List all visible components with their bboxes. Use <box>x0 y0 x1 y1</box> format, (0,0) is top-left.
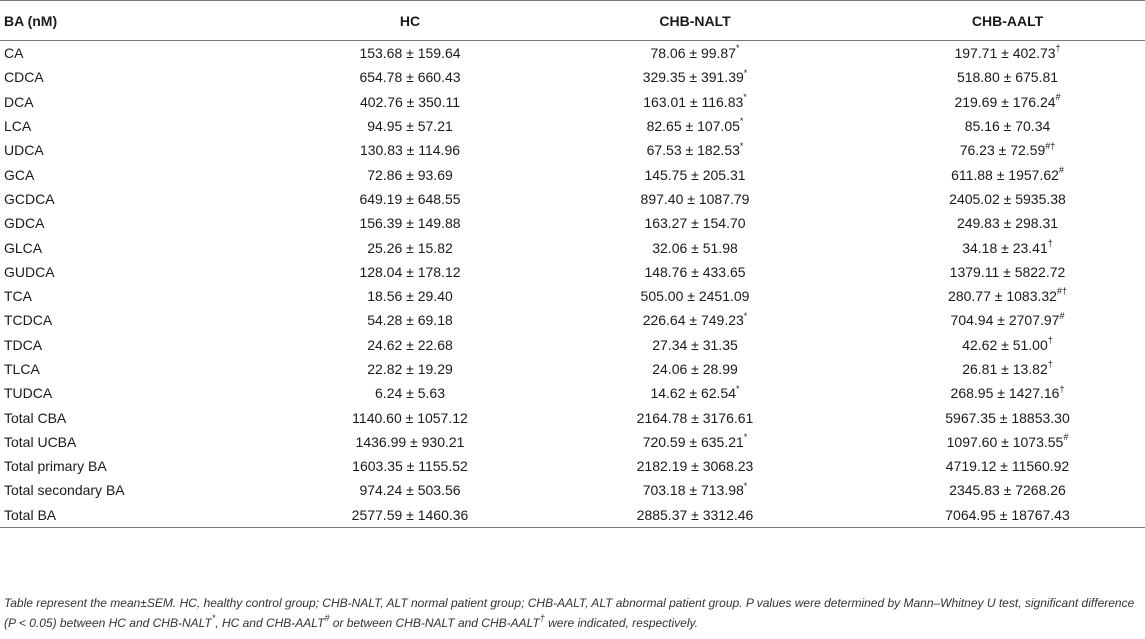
cell-chb-aalt-significance: # <box>1063 432 1069 443</box>
table-row <box>0 381 1145 405</box>
cell-chb-nalt-value: 2182.19 ± 3068.23 <box>636 458 754 475</box>
cell-chb-aalt <box>870 357 1145 381</box>
cell-chb-aalt-value: 34.18 ± 23.41 <box>962 239 1048 256</box>
cell-chb-aalt <box>870 235 1145 259</box>
cell-chb-nalt <box>520 503 870 528</box>
cell-hc-value: 974.24 ± 503.56 <box>359 482 461 499</box>
cell-hc-value: 649.19 ± 648.55 <box>359 190 461 207</box>
cell-chb-aalt-value: 704.94 ± 2707.97 <box>950 312 1060 329</box>
cell-chb-nalt-significance: * <box>743 432 748 443</box>
row-label-value: TCDCA <box>4 312 53 329</box>
cell-chb-nalt-value: 703.18 ± 713.98 <box>642 482 744 499</box>
cell-hc-value: 153.68 ± 159.64 <box>359 45 461 62</box>
table-row <box>0 162 1145 186</box>
row-label <box>0 90 300 114</box>
cell-chb-aalt-significance: #† <box>1056 286 1067 297</box>
cell-chb-aalt <box>870 90 1145 114</box>
footnote-sup-3: † <box>539 613 545 623</box>
cell-hc <box>300 260 520 284</box>
row-label <box>0 211 300 235</box>
row-label-value: Total secondary BA <box>4 482 125 499</box>
cell-chb-aalt <box>870 138 1145 162</box>
cell-chb-nalt-value: 2164.78 ± 3176.61 <box>636 409 754 426</box>
cell-chb-aalt-significance: † <box>1047 359 1053 370</box>
cell-hc-value: 54.28 ± 69.18 <box>367 312 453 329</box>
cell-chb-nalt-value: 148.76 ± 433.65 <box>644 263 746 280</box>
cell-chb-aalt-value: 249.83 ± 298.31 <box>956 215 1059 232</box>
row-label-value: GLCA <box>4 239 43 256</box>
cell-chb-aalt <box>870 430 1145 454</box>
cell-hc <box>300 138 520 162</box>
cell-chb-aalt-value: 219.69 ± 176.24 <box>954 93 1056 110</box>
table-row <box>0 478 1145 502</box>
cell-chb-nalt-significance: * <box>743 92 747 103</box>
cell-hc-value: 6.24 ± 5.63 <box>375 385 445 402</box>
cell-hc-value: 1603.35 ± 1155.52 <box>352 458 468 475</box>
cell-hc <box>300 430 520 454</box>
cell-hc-value: 130.83 ± 114.96 <box>359 142 461 159</box>
cell-chb-nalt <box>520 357 870 381</box>
cell-chb-aalt-value: 85.16 ± 70.34 <box>964 118 1051 135</box>
row-label-value: LCA <box>4 118 32 135</box>
cell-hc <box>300 454 520 478</box>
row-label-value: TLCA <box>4 361 40 377</box>
row-label-value: GCA <box>4 166 35 183</box>
cell-chb-aalt-value: 42.62 ± 51.00 <box>962 336 1048 353</box>
cell-chb-aalt-value: 26.81 ± 13.82 <box>962 361 1048 377</box>
cell-chb-nalt <box>520 430 870 454</box>
header-hc: HC <box>300 1 520 41</box>
cell-hc <box>300 405 520 429</box>
cell-chb-aalt-significance: # <box>1055 92 1061 103</box>
cell-chb-nalt <box>520 478 870 502</box>
cell-hc-value: 1140.60 ± 1057.12 <box>352 409 468 426</box>
cell-chb-aalt <box>870 333 1145 357</box>
footnote-text-1: Table represent the mean±SEM. HC, healthy control group; CHB-NALT, ALT normal patient group; CHB-AALT, ALT abnormal patient group. P values were determined by Mann–Whitney U test, significant difference (P < 0.05) between HC and CHB-NALT <box>4 596 1135 630</box>
cell-hc <box>300 187 520 211</box>
table-row <box>0 138 1145 162</box>
cell-chb-aalt-significance: #† <box>1045 140 1056 151</box>
row-label <box>0 454 300 478</box>
table-row <box>0 308 1145 332</box>
row-label-value: Total UCBA <box>4 433 77 450</box>
cell-chb-nalt-value: 32.06 ± 51.98 <box>652 239 738 256</box>
cell-chb-aalt <box>870 405 1145 429</box>
cell-hc-value: 18.56 ± 29.40 <box>367 288 453 305</box>
cell-chb-nalt-value: 78.06 ± 99.87 <box>650 45 736 62</box>
row-label-value: GCDCA <box>4 190 55 207</box>
cell-chb-aalt-significance: † <box>1047 237 1053 248</box>
row-label-value: TCA <box>4 288 32 305</box>
cell-hc-value: 25.26 ± 15.82 <box>367 239 453 256</box>
header-chb-aalt: CHB-AALT <box>870 1 1145 41</box>
row-label <box>0 405 300 429</box>
cell-chb-aalt-significance: † <box>1059 383 1065 394</box>
table-row <box>0 90 1145 114</box>
cell-chb-nalt-significance: * <box>739 116 744 127</box>
cell-chb-aalt-value: 518.80 ± 675.81 <box>956 69 1059 86</box>
cell-chb-aalt-value: 611.88 ± 1957.62 <box>951 166 1059 183</box>
cell-chb-aalt <box>870 41 1145 66</box>
cell-hc-value: 2577.59 ± 1460.36 <box>351 506 469 523</box>
row-label-value: GDCA <box>4 215 45 232</box>
cell-chb-nalt <box>520 211 870 235</box>
cell-hc <box>300 162 520 186</box>
cell-chb-nalt-significance: * <box>736 43 740 54</box>
cell-chb-nalt-value: 2885.37 ± 3312.46 <box>636 506 754 523</box>
row-label <box>0 162 300 186</box>
cell-chb-nalt <box>520 333 870 357</box>
cell-chb-nalt-value: 720.59 ± 635.21 <box>642 433 744 450</box>
cell-chb-aalt-significance: † <box>1047 335 1053 346</box>
cell-chb-aalt-value: 268.95 ± 1427.16 <box>950 385 1060 402</box>
table-row <box>0 235 1145 259</box>
cell-hc <box>300 90 520 114</box>
cell-chb-nalt-value: 505.00 ± 2451.09 <box>640 288 750 305</box>
cell-chb-aalt <box>870 162 1145 186</box>
table-row <box>0 405 1145 429</box>
cell-hc <box>300 65 520 89</box>
cell-chb-nalt-significance: * <box>739 140 744 151</box>
cell-chb-aalt <box>870 381 1145 405</box>
cell-chb-nalt-significance: * <box>743 480 748 491</box>
cell-chb-nalt-value: 67.53 ± 182.53 <box>646 142 740 159</box>
cell-chb-nalt-value: 14.62 ± 62.54 <box>650 385 736 402</box>
cell-hc-value: 402.76 ± 350.11 <box>359 93 461 110</box>
table-row <box>0 114 1145 138</box>
cell-hc <box>300 284 520 308</box>
cell-chb-aalt-value: 197.71 ± 402.73 <box>954 45 1056 62</box>
cell-hc-value: 94.95 ± 57.21 <box>367 118 453 135</box>
row-label <box>0 333 300 357</box>
cell-chb-aalt <box>870 308 1145 332</box>
footnote-sup-2: # <box>324 613 330 623</box>
cell-chb-nalt-value: 897.40 ± 1087.79 <box>640 190 750 207</box>
row-label <box>0 41 300 66</box>
row-label <box>0 503 300 528</box>
table-header-row <box>0 1 1145 41</box>
row-label-value: TDCA <box>4 336 43 353</box>
row-label-value: Total BA <box>4 506 57 523</box>
cell-hc-value: 22.82 ± 19.29 <box>367 361 453 377</box>
cell-chb-aalt <box>870 260 1145 284</box>
cell-chb-aalt-significance: † <box>1055 43 1061 54</box>
cell-chb-nalt-value: 163.01 ± 116.83 <box>643 93 744 110</box>
cell-chb-aalt-value: 7064.95 ± 18767.43 <box>945 506 1070 523</box>
header-ba: BA (nM) <box>0 1 300 41</box>
footnote-text-4: were indicated, respectively. <box>544 616 698 630</box>
footnote-text-2: , HC and CHB-AALT <box>215 616 325 630</box>
row-label-value: CDCA <box>4 69 44 86</box>
cell-hc <box>300 41 520 66</box>
cell-hc <box>300 478 520 502</box>
table-row <box>0 430 1145 454</box>
cell-chb-nalt-value: 145.75 ± 205.31 <box>644 166 746 183</box>
cell-chb-nalt-significance: * <box>743 67 748 78</box>
row-label <box>0 65 300 89</box>
table-row <box>0 333 1145 357</box>
cell-hc <box>300 381 520 405</box>
cell-hc-value: 24.62 ± 22.68 <box>367 336 453 353</box>
cell-chb-nalt-value: 24.06 ± 28.99 <box>652 361 738 377</box>
row-label-value: Total primary BA <box>4 458 107 475</box>
row-label-value: UDCA <box>4 142 44 159</box>
cell-chb-nalt-value: 82.65 ± 107.05 <box>646 118 740 135</box>
row-label-value: DCA <box>4 93 34 110</box>
cell-hc <box>300 333 520 357</box>
footnote-text-3: or between CHB-NALT and CHB-AALT <box>329 616 540 630</box>
cell-chb-nalt-value: 226.64 ± 749.23 <box>642 312 744 329</box>
table-body <box>0 41 1145 528</box>
cell-chb-nalt <box>520 65 870 89</box>
cell-chb-aalt-value: 2345.83 ± 7268.26 <box>949 482 1066 499</box>
row-label-value: GUDCA <box>4 263 55 280</box>
cell-chb-nalt-significance: * <box>743 310 748 321</box>
cell-chb-aalt-significance: # <box>1058 164 1064 175</box>
cell-chb-aalt-value: 2405.02 ± 5935.38 <box>949 190 1066 207</box>
cell-chb-nalt-value: 163.27 ± 154.70 <box>644 215 746 232</box>
cell-hc-value: 128.04 ± 178.12 <box>359 263 461 280</box>
cell-chb-nalt <box>520 187 870 211</box>
cell-chb-nalt-significance: * <box>736 383 740 394</box>
cell-chb-nalt <box>520 454 870 478</box>
cell-hc <box>300 235 520 259</box>
cell-chb-nalt <box>520 138 870 162</box>
cell-chb-aalt <box>870 478 1145 502</box>
row-label <box>0 357 300 381</box>
cell-chb-aalt <box>870 114 1145 138</box>
cell-chb-aalt-value: 5967.35 ± 18853.30 <box>945 409 1070 426</box>
cell-hc <box>300 211 520 235</box>
table-row <box>0 357 1145 381</box>
row-label <box>0 430 300 454</box>
cell-chb-aalt-value: 76.23 ± 72.59 <box>959 142 1046 159</box>
footnote-sup-1: * <box>211 613 216 623</box>
cell-chb-nalt <box>520 90 870 114</box>
row-label <box>0 138 300 162</box>
cell-hc-value: 156.39 ± 149.88 <box>359 215 461 232</box>
row-label <box>0 284 300 308</box>
cell-chb-nalt <box>520 405 870 429</box>
cell-hc <box>300 357 520 381</box>
cell-chb-nalt <box>520 284 870 308</box>
table-row <box>0 65 1145 89</box>
cell-chb-aalt-value: 280.77 ± 1083.32 <box>948 288 1057 305</box>
cell-chb-aalt-value: 1379.11 ± 5822.72 <box>949 263 1066 280</box>
cell-hc <box>300 114 520 138</box>
row-label <box>0 187 300 211</box>
cell-hc-value: 72.86 ± 93.69 <box>367 166 453 183</box>
cell-chb-nalt <box>520 235 870 259</box>
row-label-value: Total CBA <box>4 409 67 426</box>
row-label <box>0 260 300 284</box>
cell-hc <box>300 503 520 528</box>
table-row <box>0 503 1145 528</box>
cell-chb-aalt <box>870 187 1145 211</box>
cell-chb-nalt <box>520 114 870 138</box>
table-row <box>0 284 1145 308</box>
cell-chb-aalt <box>870 454 1145 478</box>
header-chb-nalt: CHB-NALT <box>520 1 870 41</box>
table-row <box>0 187 1145 211</box>
row-label <box>0 478 300 502</box>
row-label <box>0 308 300 332</box>
cell-chb-nalt <box>520 41 870 66</box>
cell-chb-aalt <box>870 284 1145 308</box>
cell-chb-aalt <box>870 503 1145 528</box>
cell-chb-aalt-value: 4719.12 ± 11560.92 <box>945 458 1070 475</box>
cell-chb-nalt <box>520 162 870 186</box>
table-row <box>0 454 1145 478</box>
cell-chb-nalt <box>520 260 870 284</box>
row-label <box>0 114 300 138</box>
cell-hc-value: 1436.99 ± 930.21 <box>355 433 465 450</box>
row-label-value: TUDCA <box>4 385 53 402</box>
row-label <box>0 381 300 405</box>
table-row <box>0 41 1145 66</box>
cell-chb-aalt-significance: # <box>1059 310 1065 321</box>
row-label-value: CA <box>4 45 24 62</box>
table-footnote <box>4 593 1140 633</box>
cell-chb-aalt <box>870 211 1145 235</box>
cell-chb-nalt-value: 27.34 ± 31.35 <box>652 336 738 353</box>
table-row <box>0 260 1145 284</box>
cell-chb-aalt-value: 1097.60 ± 1073.55 <box>946 433 1064 450</box>
cell-chb-nalt <box>520 381 870 405</box>
cell-chb-nalt <box>520 308 870 332</box>
cell-chb-nalt-value: 329.35 ± 391.39 <box>642 69 744 86</box>
cell-chb-aalt <box>870 65 1145 89</box>
cell-hc <box>300 308 520 332</box>
row-label <box>0 235 300 259</box>
cell-hc-value: 654.78 ± 660.43 <box>359 69 461 86</box>
table-row <box>0 211 1145 235</box>
